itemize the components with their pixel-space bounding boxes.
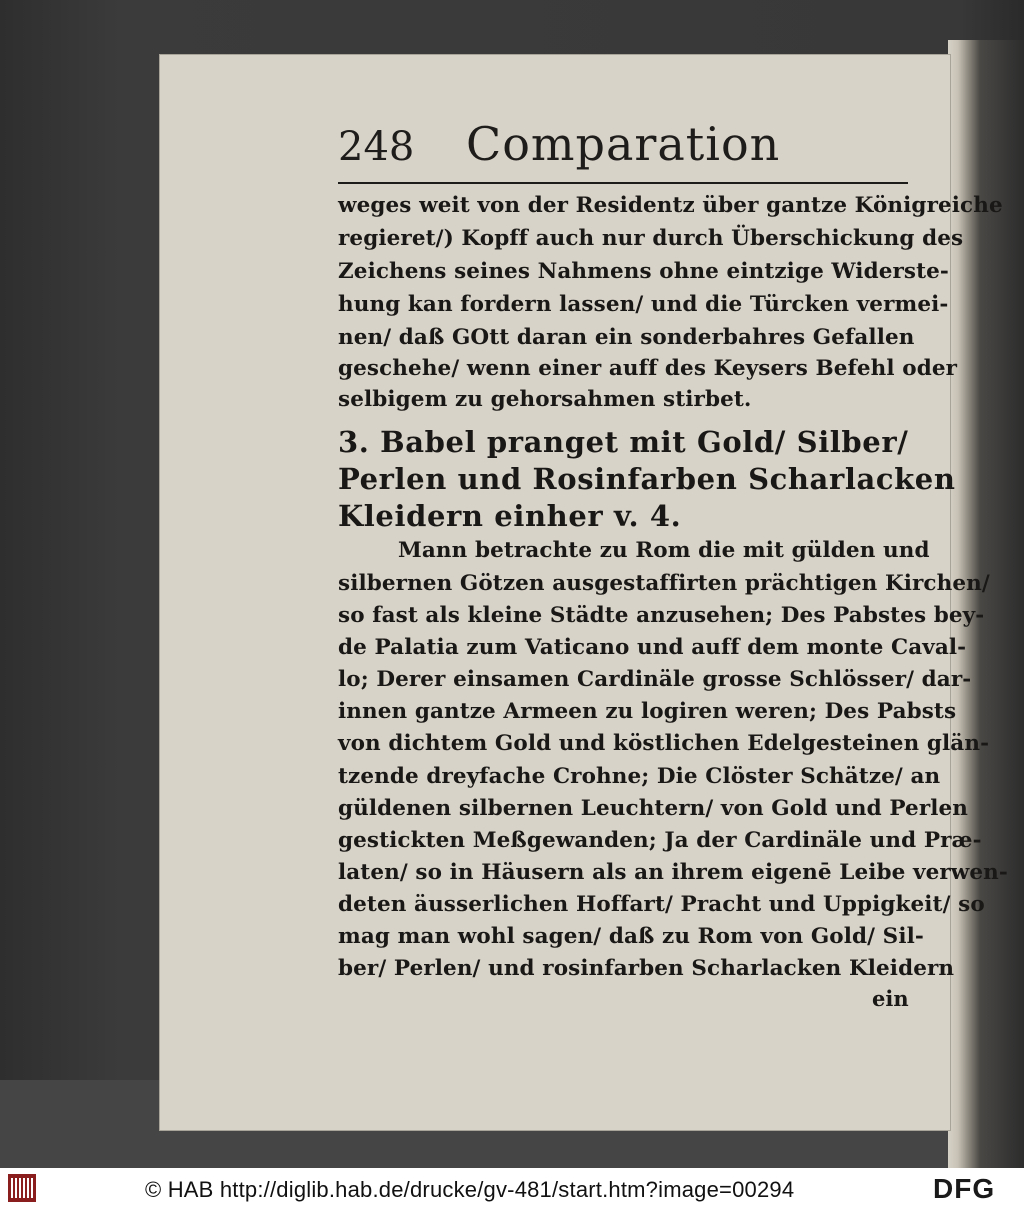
text-line: selbigem zu gehorsahmen stirbet. [338,387,752,412]
section-heading-line: 3. Babel pranget mit Gold/ Silber/ [338,425,909,459]
paragraph-line: laten/ so in Häusern als an ihrem eigenē Leibe verwen- [338,860,1008,885]
text-line: hung kan fordern lassen/ und die Türcken vermei- [338,292,949,317]
paragraph-line: so fast als kleine Städte anzusehen; Des Pabstes bey- [338,603,985,628]
paragraph-line: innen gantze Armeen zu logiren weren; Des Pabsts [338,699,957,724]
paragraph-line: ber/ Perlen/ und rosinfarben Scharlacken Kleidern [338,956,955,981]
paragraph-line: deten äusserlichen Hoffart/ Pracht und Uppigkeit/ so [338,892,985,917]
paragraph-line: von dichtem Gold und köstlichen Edelgesteinen glän- [338,731,990,756]
running-head: Comparation [466,117,781,171]
paragraph-line: silbernen Götzen ausgestaffirten prächtigen Kirchen/ [338,571,990,596]
paragraph-line: güldenen silbernen Leuchtern/ von Gold und Perlen [338,796,969,821]
text-line: Zeichens seines Nahmens ohne eintzige Widerste- [338,259,949,284]
paragraph-line: gestickten Meßgewanden; Ja der Cardinäle und Præ- [338,828,982,853]
header-rule [338,182,908,184]
catchword: ein [872,986,909,1011]
paragraph-line: de Palatia zum Vaticano und auff dem monte Caval- [338,635,967,660]
barcode-icon [8,1174,36,1202]
text-line: geschehe/ wenn einer auff des Keysers Befehl oder [338,356,958,381]
paragraph-line: Mann betrachte zu Rom die mit gülden und [398,538,930,563]
citation-link[interactable]: © HAB http://diglib.hab.de/drucke/gv-481/start.htm?image=00294 [145,1177,795,1202]
paragraph-line: mag man wohl sagen/ daß zu Rom von Gold/ Sil- [338,924,924,949]
section-heading-line: Perlen und Rosinfarben Scharlacken [338,462,956,496]
paragraph-line: lo; Derer einsamen Cardinäle grosse Schlösser/ dar- [338,667,972,692]
page-number: 248 [338,124,415,170]
dfg-logo: DFG [933,1173,996,1204]
section-heading-line: Kleidern einher v. 4. [338,499,682,533]
text-line: regieret/) Kopff auch nur durch Überschickung des [338,226,964,251]
text-line: weges weit von der Residentz über gantze Königreiche [338,193,1003,218]
paragraph-line: tzende dreyfache Crohne; Die Clöster Schätze/ an [338,764,941,789]
text-line: nen/ daß GOtt daran ein sonderbahres Gefallen [338,325,915,350]
